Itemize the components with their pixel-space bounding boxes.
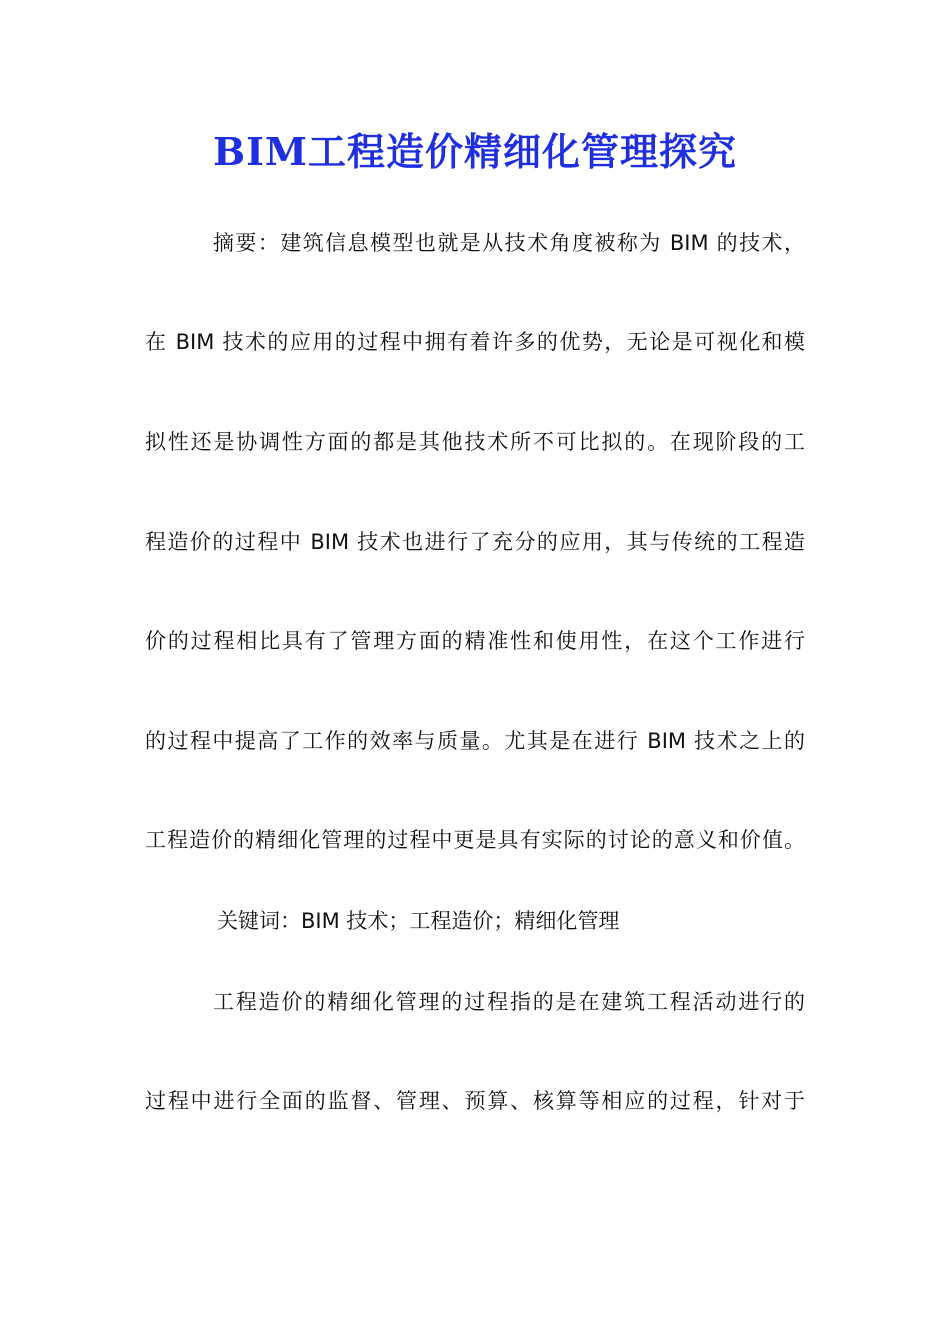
keywords-line: 关键词：BIM 技术；工程造价；精细化管理	[217, 909, 620, 933]
abstract-line-4: 程造价的过程中 BIM 技术也进行了充分的应用，其与传统的工程造	[145, 530, 805, 554]
document-title: BIM工程造价精细化管理探究	[213, 129, 737, 174]
abstract-line-1: 摘要：建筑信息模型也就是从技术角度被称为 BIM 的技术，	[213, 231, 805, 255]
abstract-line-6: 的过程中提高了工作的效率与质量。尤其是在进行 BIM 技术之上的	[145, 729, 805, 753]
abstract-line-7: 工程造价的精细化管理的过程中更是具有实际的讨论的意义和价值。	[145, 828, 805, 852]
body-line-1: 工程造价的精细化管理的过程指的是在建筑工程活动进行的	[213, 990, 805, 1014]
body-line-2: 过程中进行全面的监督、管理、预算、核算等相应的过程，针对于	[145, 1089, 805, 1113]
abstract-line-5: 价的过程相比具有了管理方面的精准性和使用性，在这个工作进行	[145, 629, 805, 653]
abstract-line-3: 拟性还是协调性方面的都是其他技术所不可比拟的。在现阶段的工	[145, 430, 805, 454]
abstract-line-2: 在 BIM 技术的应用的过程中拥有着许多的优势，无论是可视化和模	[145, 330, 805, 354]
